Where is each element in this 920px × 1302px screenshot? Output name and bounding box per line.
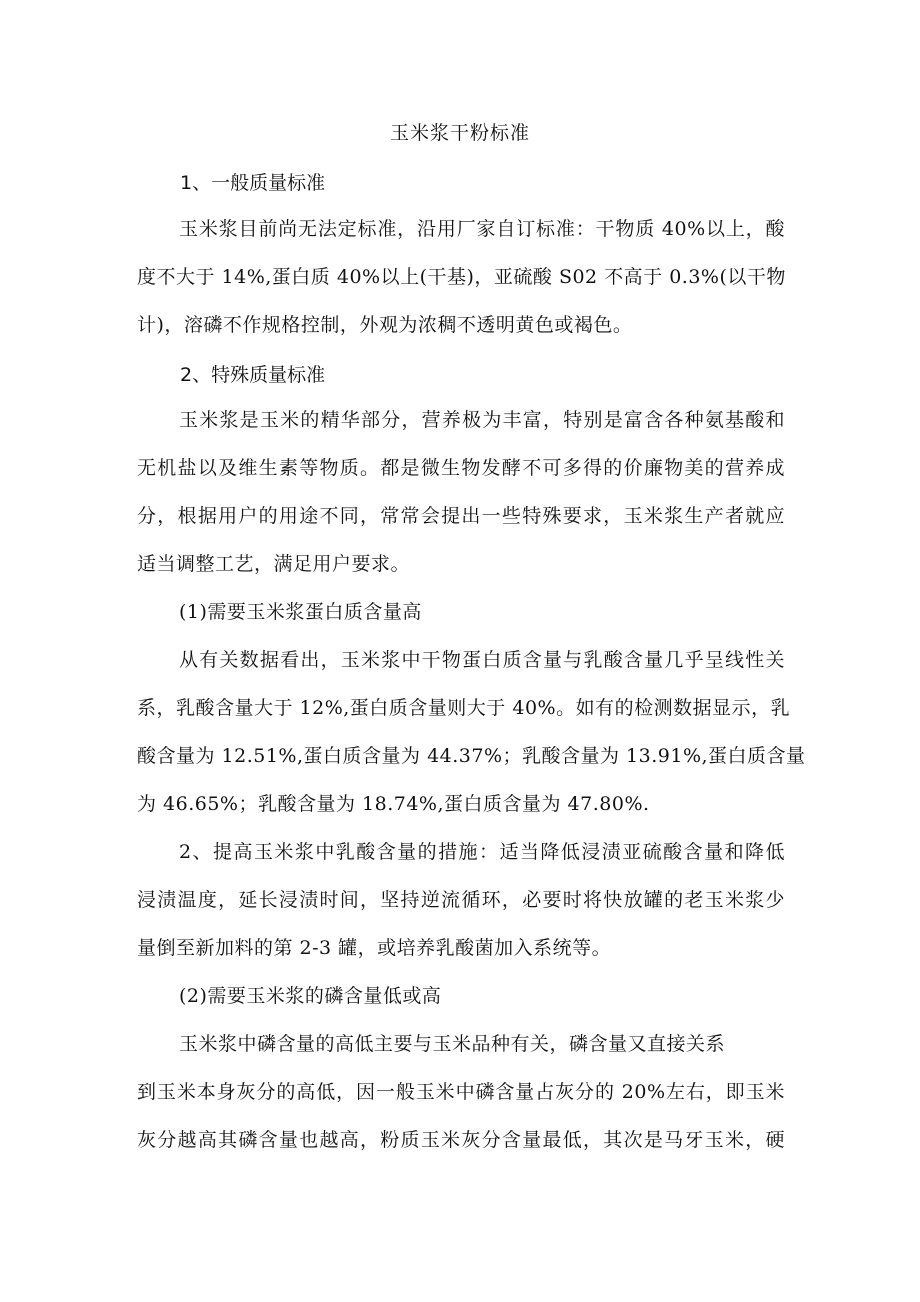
paragraph-line: 无机盐以及维生素等物质。都是微生物发酵不可多得的价廉物美的营养成: [137, 457, 785, 479]
paragraph-line: 酸含量为 12.51%,蛋白质含量为 44.37%；乳酸含量为 13.91%,蛋白质含量: [137, 745, 806, 767]
paragraph-line: 分，根据用户的用途不同，常常会提出一些特殊要求，玉米浆生产者就应: [137, 505, 785, 527]
paragraph-line: 为 46.65%；乳酸含量为 18.74%,蛋白质含量为 47.80%.: [137, 793, 650, 815]
paragraph-line: 量倒至新加料的第 2-3 罐，或培养乳酸菌加入系统等。: [137, 937, 612, 959]
document-title: 玉米浆干粉标准: [389, 122, 530, 144]
paragraph-line: 度不大于 14%,蛋白质 40%以上(干基)，亚硫酸 S02 不高于 0.3%(以干物: [137, 266, 786, 288]
paragraph-line: 玉米浆是玉米的精华部分，营养极为丰富，特别是富含各种氨基酸和: [179, 409, 785, 431]
paragraph-general-standard: [137, 205, 785, 349]
paragraph-special-standard: [137, 396, 785, 588]
paragraph-phosphorus: [137, 1020, 785, 1164]
paragraph-line: 适当调整工艺，满足用户要求。: [137, 553, 411, 575]
paragraph-line: 系，乳酸含量大于 12%,蛋白质含量则大于 40%。如有的检测数据显示，乳: [137, 697, 791, 719]
subheading-line: (1)需要玉米浆蛋白质含量高: [179, 601, 422, 623]
subheading-phosphorus: [137, 972, 785, 1020]
section-heading-general-standard: 1、一般质量标准: [180, 172, 326, 194]
paragraph-line: 计)，溶磷不作规格控制，外观为浓稠不透明黄色或褐色。: [137, 314, 633, 336]
paragraph-line: 玉米浆中磷含量的高低主要与玉米品种有关，磷含量又直接关系: [179, 1033, 726, 1055]
paragraph-line: 2、提高玉米浆中乳酸含量的措施：适当降低浸渍亚硫酸含量和降低: [179, 841, 785, 863]
paragraph-line: 浸渍温度，延长浸渍时间，坚持逆流循环，必要时将快放罐的老玉米浆少: [137, 889, 785, 911]
section-heading-special-standard: 2、特殊质量标准: [180, 364, 326, 386]
paragraph-line: 到玉米本身灰分的高低，因一般玉米中磷含量占灰分的 20%左右，即玉米: [137, 1081, 785, 1103]
paragraph-line: 灰分越高其磷含量也越高，粉质玉米灰分含量最低，其次是马牙玉米，硬: [137, 1129, 785, 1151]
paragraph-lactic-measures: [137, 828, 785, 972]
paragraph-line: 玉米浆目前尚无法定标准，沿用厂家自订标准：干物质 40%以上，酸: [179, 218, 785, 240]
paragraph-line: 从有关数据看出，玉米浆中干物蛋白质含量与乳酸含量几乎呈线性关: [179, 649, 785, 671]
subheading-line: (2)需要玉米浆的磷含量低或高: [179, 985, 442, 1007]
paragraph-protein-data: [137, 636, 806, 828]
subheading-protein-high: [137, 588, 785, 636]
